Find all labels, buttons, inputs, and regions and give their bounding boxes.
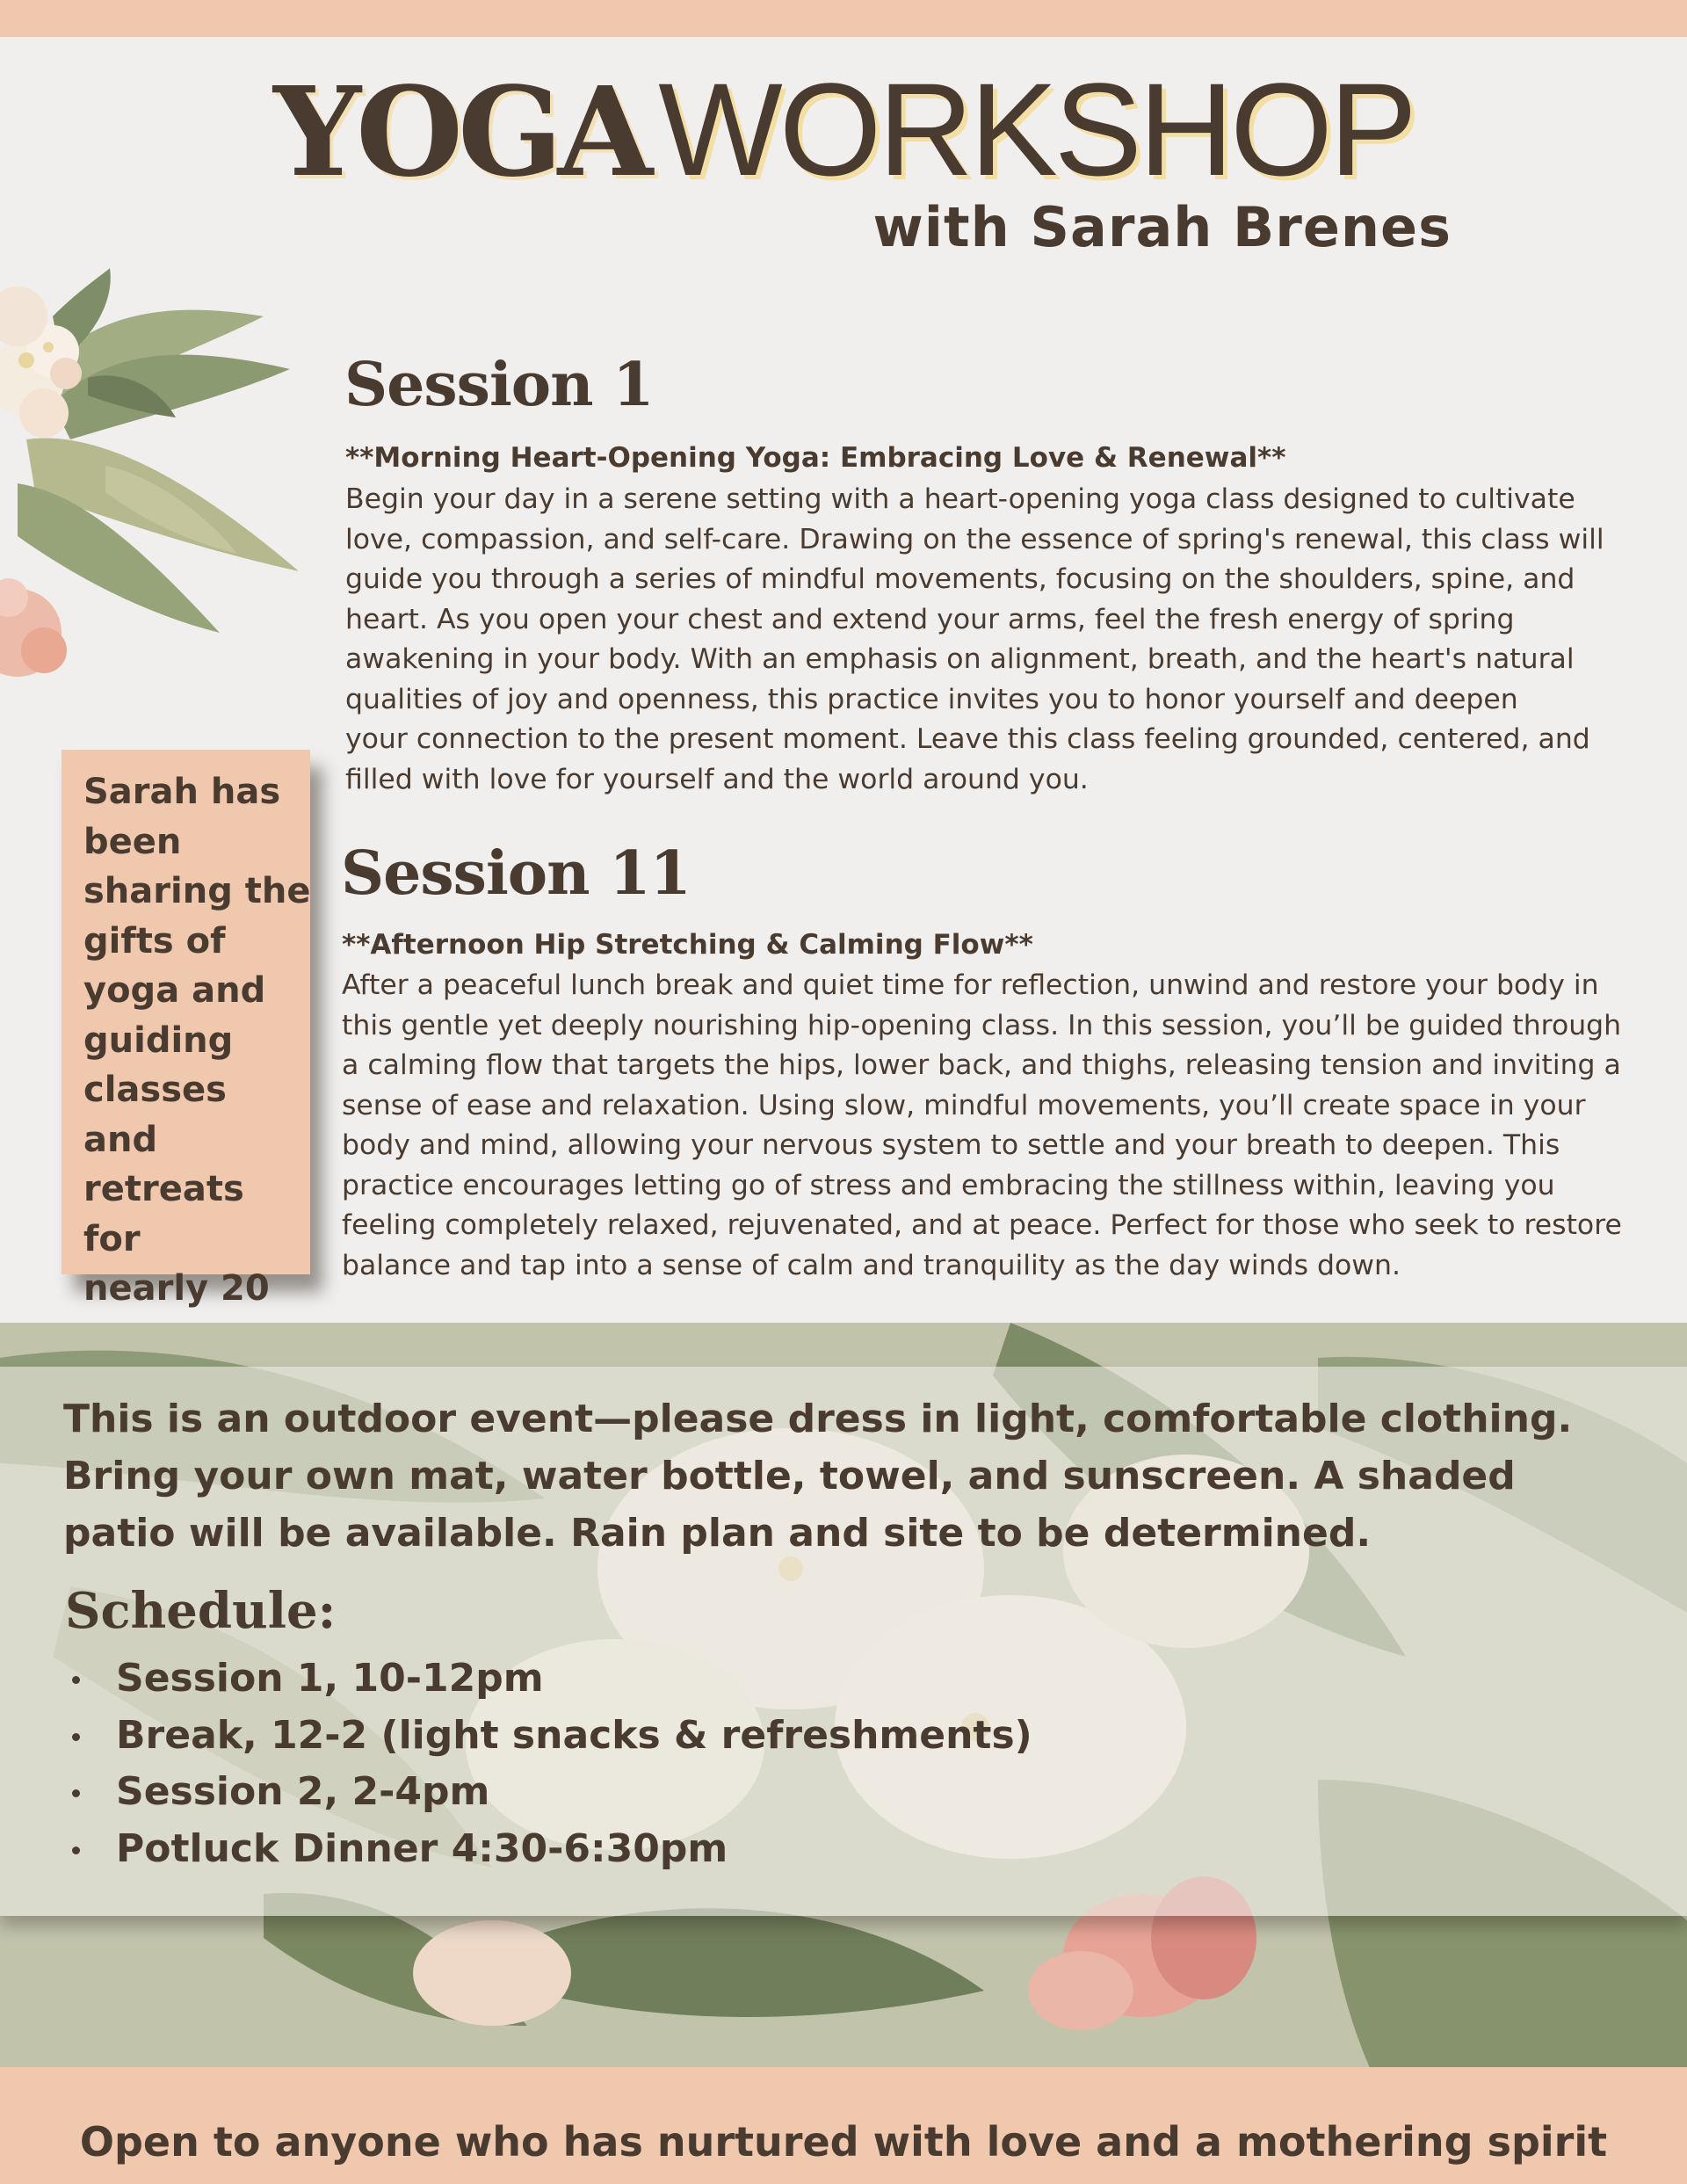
session-2-line: practice encourages letting go of stress and embracing the stillness within, leaving you <box>342 1169 1555 1201</box>
session-1-line: love, compassion, and self-care. Drawing on the essence of spring's renewal, this class will <box>345 523 1604 555</box>
session-2-line: feeling completely relaxed, rejuvenated, and at peace. Perfect for those who seek to restore <box>342 1209 1622 1241</box>
bio-line: classes and <box>83 1070 227 1160</box>
bio-text <box>83 767 312 1363</box>
session-2-line: After a peaceful lunch break and quiet time for reflection, unwind and restore your body in <box>342 969 1599 1001</box>
session-1-line: heart. As you open your chest and extend your arms, feel the fresh energy of spring <box>345 603 1515 635</box>
session-1-line: qualities of joy and openness, this practice invites you to honor yourself and deepen <box>345 683 1518 715</box>
session-1-description <box>345 480 1604 800</box>
bullet-icon <box>72 1676 80 1684</box>
schedule-item-label: Break, 12-2 (light snacks & refreshments) <box>116 1712 1032 1758</box>
schedule-list <box>65 1651 1032 1877</box>
page-title <box>0 55 1687 205</box>
session-2-line: balance and tap into a sense of calm and tranquility as the day winds down. <box>342 1249 1401 1281</box>
title-workshop: WORKSHOP <box>658 55 1414 203</box>
schedule-heading: Schedule: <box>65 1582 337 1640</box>
bio-line: sharing the <box>83 871 311 911</box>
bio-line: guiding <box>83 1019 234 1061</box>
session-1-line: guide you through a series of mindful movements, focusing on the shoulders, spine, and <box>345 563 1575 595</box>
schedule-item-label: Session 2, 2-4pm <box>116 1769 490 1814</box>
event-info-line: Bring your own mat, water bottle, towel, and sunscreen. A shaded <box>63 1454 1516 1498</box>
bullet-icon <box>72 1847 80 1854</box>
schedule-item <box>65 1708 1032 1765</box>
session-1-line: your connection to the present moment. Leave this class feeling grounded, centered, and <box>345 723 1590 755</box>
event-info-line: patio will be available. Rain plan and site to be determined. <box>63 1511 1372 1556</box>
bio-box <box>62 750 311 1309</box>
session-2-line: a calming flow that targets the hips, lower back, and thighs, releasing tension and inviting a <box>342 1049 1621 1081</box>
event-info-line: This is an outdoor event—please dress in light, comfortable clothing. <box>63 1397 1573 1441</box>
session-2-line: sense of ease and relaxation. Using slow, mindful movements, you’ll create space in your <box>342 1089 1586 1121</box>
bio-line: nearly 20 <box>83 1268 270 1309</box>
schedule-item <box>65 1651 1032 1708</box>
bullet-icon <box>72 1733 80 1741</box>
bio-line: gifts of <box>83 920 226 961</box>
bio-line: Sarah has <box>83 772 281 812</box>
session-2-subtitle: **Afternoon Hip Stretching & Calming Flow** <box>342 929 1033 961</box>
page-subtitle: with Sarah Brenes <box>872 195 1452 259</box>
session-1-line: filled with love for yourself and the world around you. <box>345 763 1089 795</box>
top-accent-band <box>0 0 1687 37</box>
schedule-item <box>65 1764 1032 1821</box>
bullet-icon <box>72 1789 80 1797</box>
floral-bouquet-icon <box>0 264 316 677</box>
session-1-subtitle: **Morning Heart-Opening Yoga: Embracing Love & Renewal** <box>345 442 1286 474</box>
footer-text: Open to anyone who has nurtured with love and a mothering spirit <box>79 2118 1608 2166</box>
bio-line: retreats for <box>83 1169 244 1259</box>
bio-line: been <box>83 821 182 862</box>
title-yoga: YOGA <box>273 61 648 205</box>
session-2-line: body and mind, allowing your nervous system to settle and your breath to deepen. This <box>342 1129 1560 1161</box>
session-1-line: Begin your day in a serene setting with a heart-opening yoga class designed to cultivate <box>345 483 1575 515</box>
session-2-line: this gentle yet deeply nourishing hip-opening class. In this session, you’ll be guided through <box>342 1009 1622 1041</box>
schedule-item-label: Potluck Dinner 4:30-6:30pm <box>116 1825 728 1871</box>
schedule-item <box>65 1821 1032 1878</box>
schedule-item-label: Session 1, 10-12pm <box>116 1656 544 1701</box>
session-1-heading: Session 1 <box>344 350 654 420</box>
session-1-line: awakening in your body. With an emphasis on alignment, breath, and the heart's natural <box>345 643 1575 675</box>
session-2-description <box>342 966 1622 1286</box>
session-2-heading: Session 11 <box>341 838 691 909</box>
bio-line: yoga and <box>83 970 266 1011</box>
event-info <box>63 1390 1645 1562</box>
